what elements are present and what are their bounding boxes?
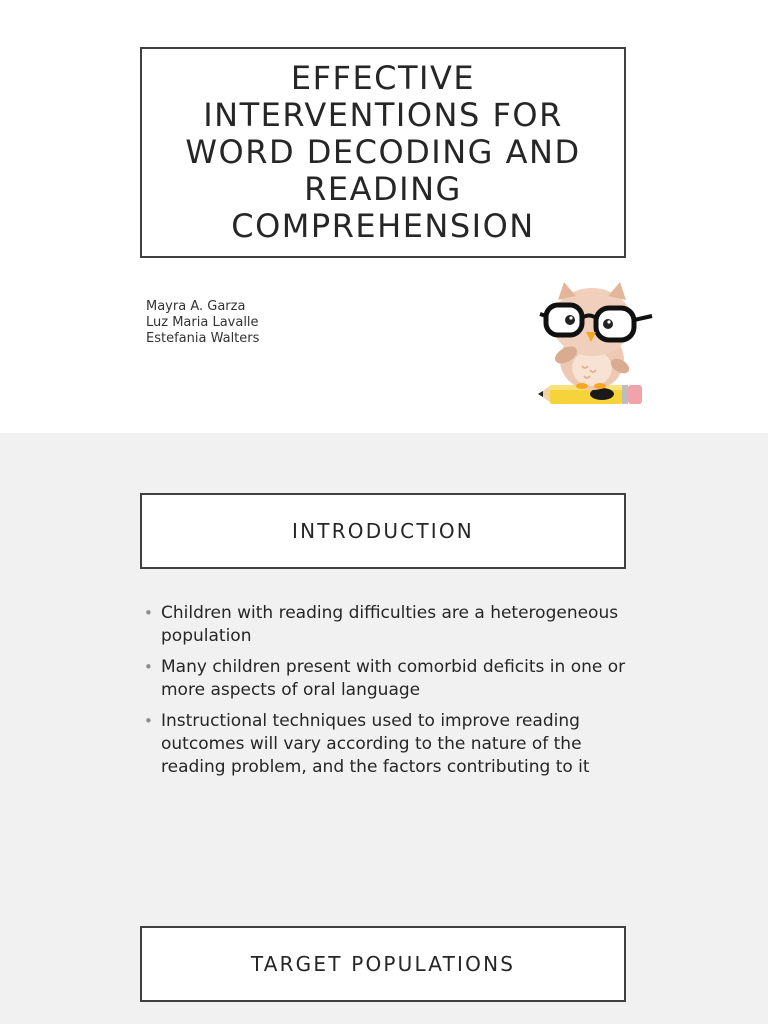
list-item [144,656,634,702]
presentation-title: EFFECTIVE INTERVENTIONS FOR WORD DECODING AND READING COMPREHENSION [185,59,581,245]
list-item [144,710,634,779]
bullet-text: Children with reading difficulties are a heterogeneous population [161,603,619,646]
bullet-icon: • [144,604,153,622]
author-name: Mayra A. Garza [146,299,246,314]
section-title-box [140,493,626,569]
section-title: INTRODUCTION [292,519,474,543]
owl-icon [540,282,652,390]
title-box [140,47,626,258]
list-item [144,602,634,648]
title-slide [0,0,768,433]
section-title-box [140,926,626,1002]
section-title: TARGET POPULATIONS [250,952,516,976]
bullet-text: Instructional techniques used to improve reading outcomes will vary according to the nature of the reading problem, and the factors contributing to it [161,711,590,777]
bullet-icon: • [144,712,153,730]
author-list [146,299,259,347]
owl-illustration [530,280,656,410]
author-name: Estefania Walters [146,331,260,346]
author-name: Luz Maria Lavalle [146,315,259,330]
introduction-slide [0,433,768,1024]
bullet-icon: • [144,658,153,676]
bullet-text: Many children present with comorbid deficits in one or more aspects of oral language [161,657,626,700]
bullet-list [144,602,634,787]
